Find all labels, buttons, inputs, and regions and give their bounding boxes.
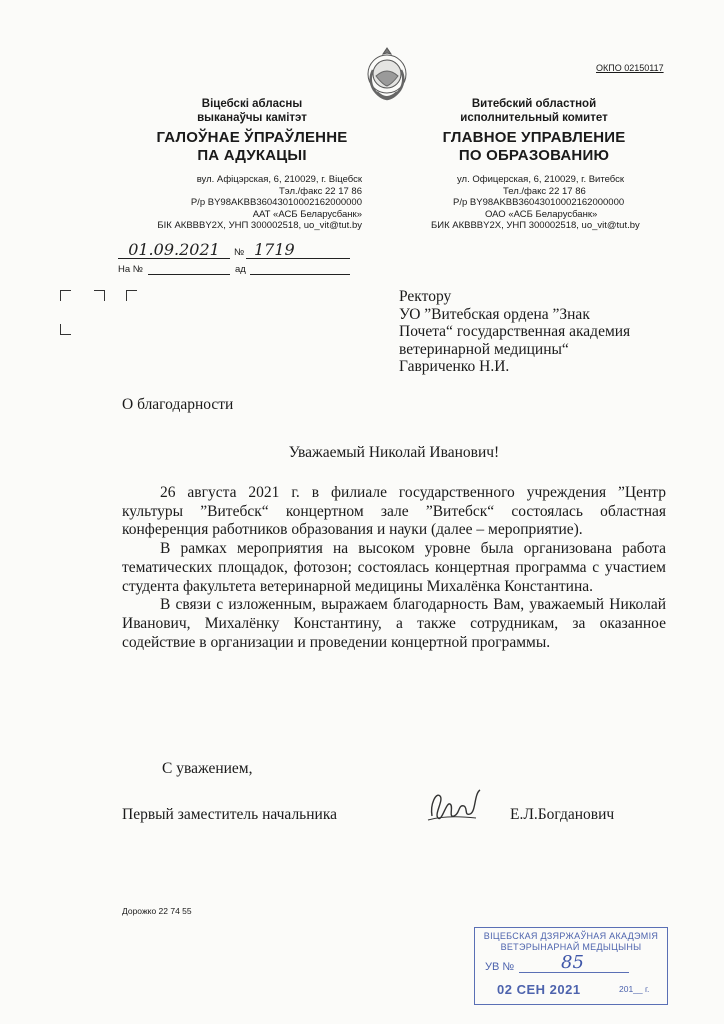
recipient-line: Почета“ государственная академия (399, 323, 631, 340)
subject-line: О благодарности (122, 396, 234, 413)
account-line: Р/р BY98AKBB36043010002162000000 (453, 197, 625, 208)
stamp-org-line1: ВІЦЕБСКАЯ ДЗЯРЖАЎНАЯ АКАДЭМІЯ (483, 931, 659, 941)
signer-title: Первый заместитель начальника (122, 806, 338, 823)
org-name-ru-line1: Витебский областной (471, 98, 597, 110)
corner-mark (126, 290, 137, 301)
stamp-in-number: 85 (561, 952, 584, 973)
dept-name-by-line2: ПА АДУКАЦЫІ (197, 147, 307, 164)
corner-mark (94, 290, 105, 301)
salutation: Уважаемый Николай Иванович! (288, 444, 500, 461)
account-line: Р/р BY98AKBB36043010002162000000 (190, 197, 362, 208)
stamp-in-label: УВ № (485, 961, 515, 973)
recipient-block (399, 288, 699, 376)
address-block-right (431, 174, 671, 232)
paragraph: В рамках мероприятия на высоком уровне была организована работа тематических площадок, фотозон; состоялась концертная программа с участием студента факультета ветеринарной медицины Михалёнка Константина. (122, 540, 666, 595)
corner-mark (60, 324, 71, 335)
okpo-code: ОКПО 02150117 (596, 63, 664, 73)
recipient-line: Гавриченко Н.И. (399, 358, 510, 375)
state-emblem-icon (362, 46, 412, 102)
na-label: На № (118, 264, 143, 275)
recipient-line: ветеринарной медицины“ (399, 340, 569, 358)
reg-date-field (118, 240, 230, 259)
recipient-line: УО ”Витебская ордена ”Знак (399, 305, 590, 323)
dept-name-ru-line2: ПО ОБРАЗОВАНИЮ (458, 147, 610, 164)
address-line: вул. Афіцэрская, 6, 210029, г. Віцебск (196, 174, 362, 185)
na-field (148, 274, 230, 275)
executor-note: Дорожко 22 74 55 (122, 906, 192, 916)
ad-label: ад (235, 264, 246, 275)
reg-number: 1719 (254, 240, 295, 259)
org-name-ru-line2: исполнительный комитет (460, 112, 608, 124)
bank-line: ААТ «АСБ Беларусбанк» (252, 208, 362, 220)
stamp-date: 02 СЕН 2021 (497, 982, 581, 997)
signature-icon (424, 782, 484, 832)
header-left (118, 97, 386, 165)
stamp-org-line2: ВЕТЭРЫНАРНАЙ МЕДЫЦЫНЫ (500, 942, 642, 952)
address-line: ул. Офицерская, 6, 210029, г. Витебск (457, 174, 625, 185)
dept-name-by-line1: ГАЛОЎНАЕ ЎПРАЎЛЕННЕ (156, 129, 348, 146)
letter-body (122, 484, 666, 652)
paragraph: 26 августа 2021 г. в филиале государственного учреждения ”Центр культуры ”Витебск“ концертном зале ”Витебск“ состоялась областная конференция работников образования и науки (далее – мероприятие). (122, 484, 666, 539)
corner-mark (60, 290, 71, 301)
phone-line: Тел./факс 22 17 86 (503, 185, 586, 197)
reg-number-field (246, 240, 350, 259)
header-right (428, 97, 640, 165)
dept-name-ru-line1: ГЛАВНОЕ УПРАВЛЕНИЕ (442, 129, 626, 146)
reg-number-prefix: № (234, 247, 245, 258)
org-name-by-line2: выканаўчы камітэт (197, 112, 307, 124)
paragraph: В связи с изложенным, выражаем благодарность Вам, уважаемый Николай Иванович, Михалёнку Константину, а также сотрудникам, за оказанное содействие в организации и проведении концертной программы. (122, 596, 666, 651)
bik-line: БИК АКВВВY2Х, УНП 300002518, uo_vit@tut.by (431, 220, 640, 231)
address-block-left (130, 174, 362, 232)
org-name-by-line1: Віцебскі абласны (201, 98, 303, 110)
signer-name: Е.Л.Богданович (510, 806, 615, 823)
stamp-year-suffix: 201__ г. (619, 984, 650, 994)
recipient-line: Ректору (399, 288, 452, 305)
incoming-stamp (474, 927, 668, 1005)
phone-line: Тэл./факс 22 17 86 (279, 185, 362, 197)
ad-field (250, 274, 350, 275)
closing: С уважением, (162, 760, 253, 777)
reg-date: 01.09.2021 (128, 240, 220, 259)
bank-line: ОАО «АСБ Беларусбанк» (485, 208, 598, 220)
bik-line: БІК АКВВВY2Х, УНП 300002518, uo_vit@tut.by (157, 220, 362, 231)
